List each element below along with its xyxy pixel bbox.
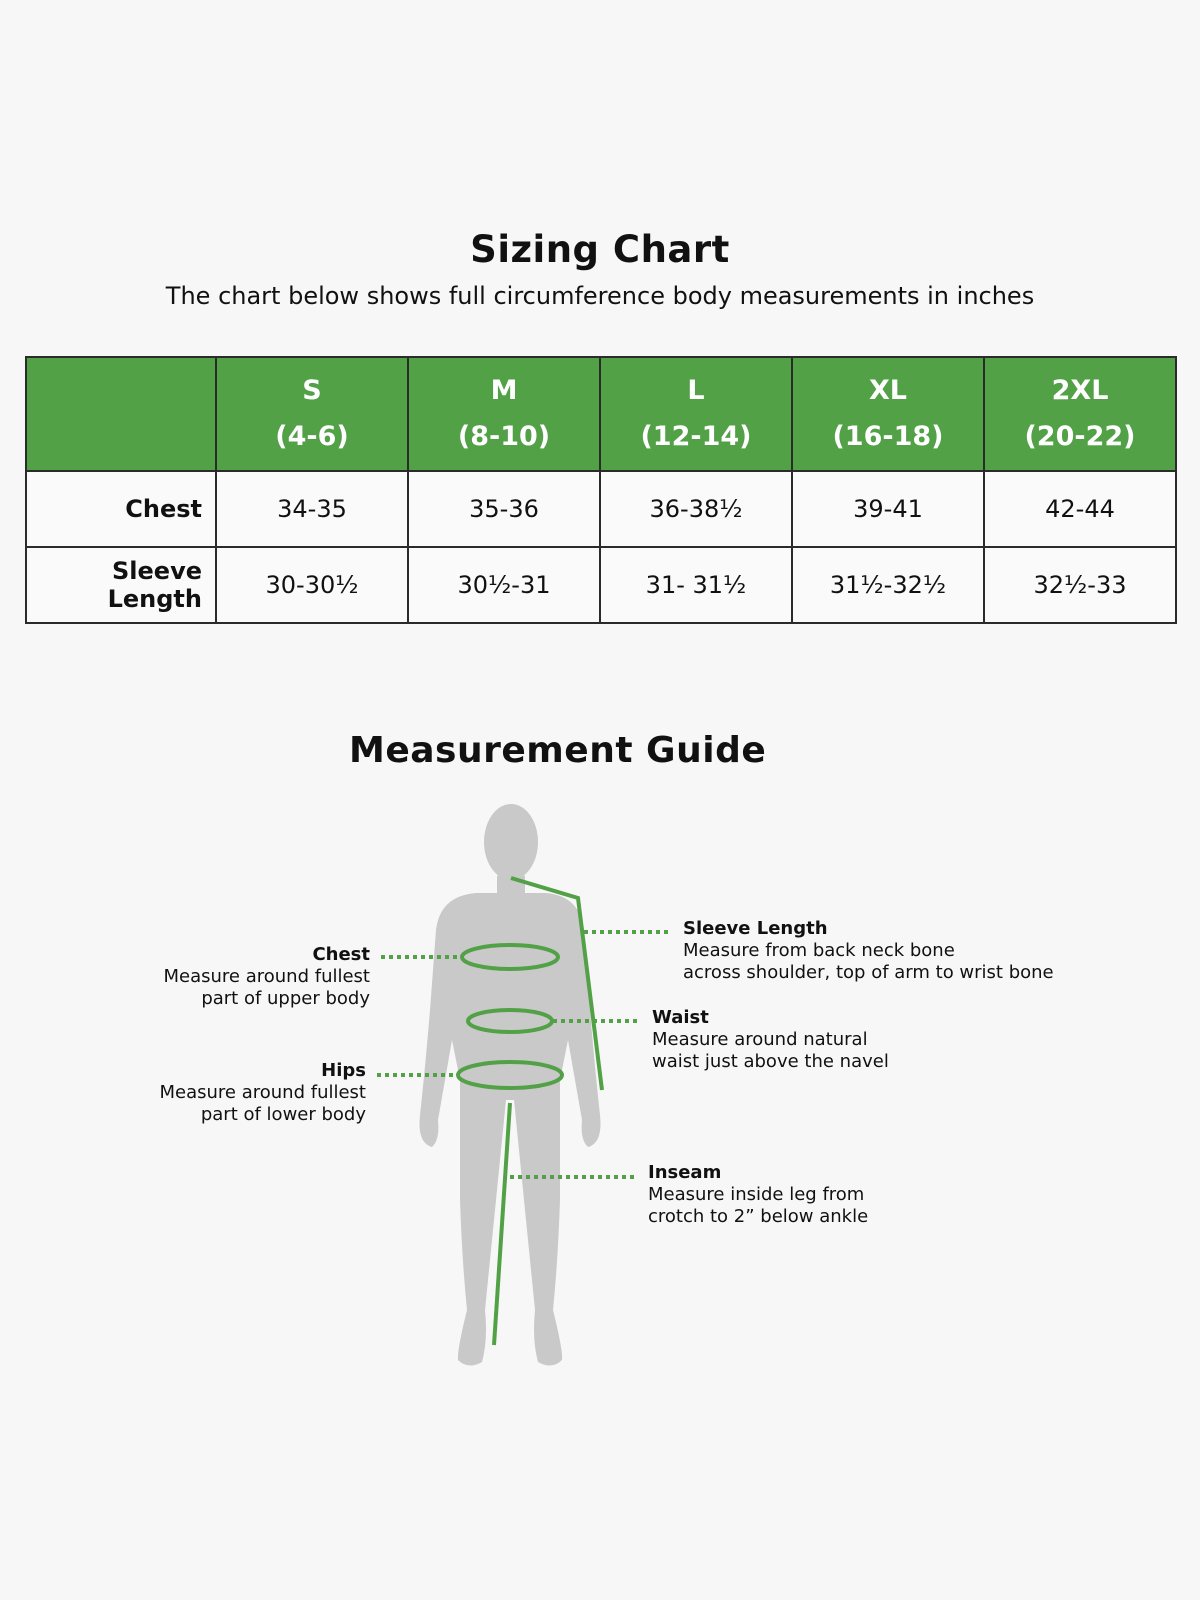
- callout-line: Measure around fullest: [159, 1082, 366, 1103]
- waist-callout: [652, 1007, 972, 1073]
- size-name: L: [687, 375, 705, 406]
- size-range: (8-10): [457, 421, 551, 452]
- measurement-guide-title: Measurement Guide: [349, 730, 767, 771]
- sleeve-length-callout: [683, 918, 1103, 984]
- size-name: XL: [868, 375, 908, 406]
- row-label: Sleeve Length: [26, 547, 216, 623]
- size-range: (20-22): [1024, 421, 1136, 452]
- table-cell: 31½-32½: [792, 547, 984, 623]
- callout-line: part of upper body: [201, 988, 370, 1009]
- callout-line: across shoulder, top of arm to wrist bone: [683, 962, 1054, 983]
- inseam-callout: [648, 1162, 968, 1228]
- table-cell: 36-38½: [600, 471, 792, 547]
- callout-line: Measure inside leg from: [648, 1184, 865, 1205]
- size-range: (16-18): [832, 421, 944, 452]
- callout-title: Hips: [321, 1060, 366, 1081]
- table-cell: 34-35: [216, 471, 408, 547]
- table-cell: 31- 31½: [600, 547, 792, 623]
- size-name: 2XL: [1051, 375, 1109, 406]
- body-silhouette-icon: [420, 804, 601, 1366]
- page-subtitle: The chart below shows full circumference body measurements in inches: [165, 282, 1035, 310]
- table-cell: 30½-31: [408, 547, 600, 623]
- hips-callout: [136, 1060, 366, 1126]
- row-label: Chest: [26, 471, 216, 547]
- size-range: (12-14): [640, 421, 752, 452]
- callout-title: Inseam: [648, 1162, 722, 1183]
- chest-callout: [140, 944, 370, 1010]
- callout-line: crotch to 2” below ankle: [648, 1206, 869, 1227]
- callout-title: Waist: [652, 1007, 709, 1028]
- table-cell: 42-44: [984, 471, 1176, 547]
- size-name: M: [490, 375, 518, 406]
- callout-line: Measure around natural: [652, 1029, 868, 1050]
- callout-title: Sleeve Length: [683, 918, 828, 939]
- callout-title: Chest: [312, 944, 370, 965]
- size-range: (4-6): [275, 421, 349, 452]
- table-cell: 32½-33: [984, 547, 1176, 623]
- callout-line: part of lower body: [200, 1104, 366, 1125]
- table-cell: 39-41: [792, 471, 984, 547]
- callout-line: Measure from back neck bone: [683, 940, 955, 961]
- size-name: S: [302, 375, 322, 406]
- page-title: Sizing Chart: [470, 228, 730, 271]
- callout-line: Measure around fullest: [163, 966, 370, 987]
- callout-line: waist just above the navel: [652, 1051, 889, 1072]
- table-cell: 35-36: [408, 471, 600, 547]
- table-cell: 30-30½: [216, 547, 408, 623]
